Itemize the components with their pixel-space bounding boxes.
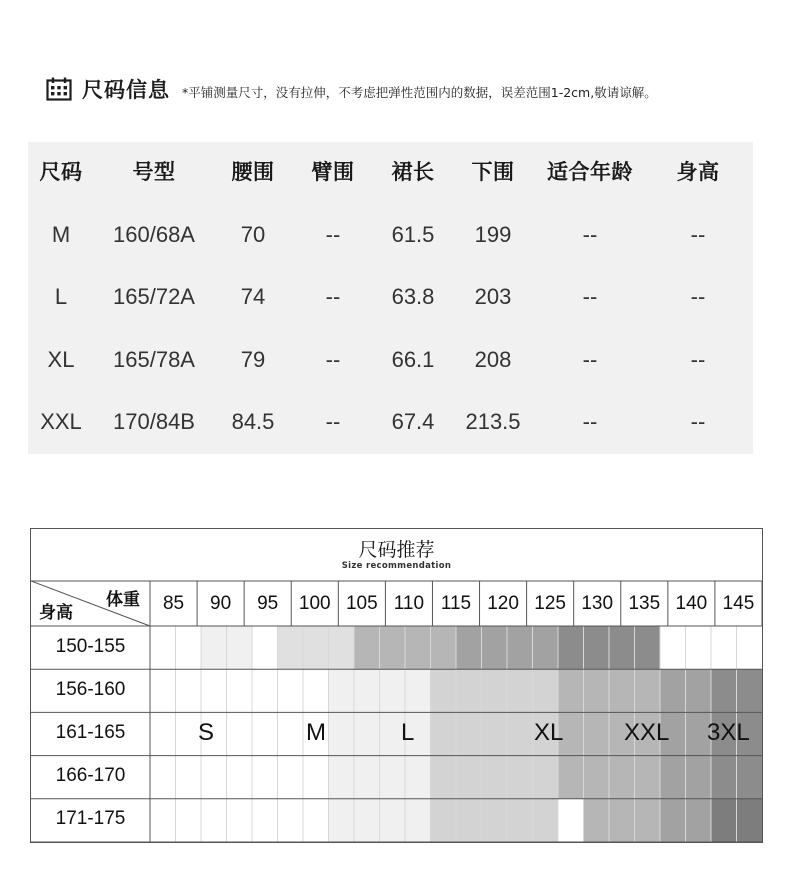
grid-cell — [329, 799, 355, 842]
grid-cell — [711, 626, 737, 670]
grid-cell — [609, 756, 635, 800]
grid-cell — [711, 756, 737, 800]
grid-cell — [354, 712, 380, 756]
grid-cell — [431, 626, 457, 670]
grid-cell — [150, 669, 176, 713]
grid-cell — [252, 712, 278, 756]
grid-cell — [150, 626, 176, 670]
grid-cell — [686, 626, 712, 670]
table-cell: 66.1 — [391, 347, 435, 372]
grid-cell — [737, 799, 763, 842]
recommendation-grid — [31, 529, 762, 842]
grid-cell — [431, 669, 457, 713]
grid-cell — [252, 626, 278, 670]
grid-cell — [558, 669, 584, 713]
grid-cell — [507, 669, 533, 713]
grid-cell — [278, 712, 304, 756]
grid-cell — [456, 799, 482, 842]
column-header: 尺码 — [39, 160, 83, 184]
table-row — [28, 402, 753, 442]
grid-cell — [533, 756, 559, 800]
recommendation-title: 尺码推荐 — [358, 539, 435, 561]
grid-cell — [252, 756, 278, 800]
weight-header: 140 — [675, 593, 708, 614]
table-cell: 63.8 — [391, 284, 435, 309]
weight-header: 100 — [298, 593, 331, 614]
table-cell: 84.5 — [231, 409, 275, 434]
table-cell: 79 — [240, 347, 266, 372]
table-cell: 70 — [240, 222, 266, 247]
grid-cell — [303, 626, 329, 670]
table-row — [28, 215, 753, 255]
grid-cell — [431, 756, 457, 800]
grid-cell — [176, 669, 202, 713]
table-cell: -- — [325, 222, 341, 247]
table-cell: -- — [325, 284, 341, 309]
grid-cell — [533, 626, 559, 670]
size-recommendation-chart — [30, 528, 763, 843]
grid-cell — [737, 626, 763, 670]
grid-cell — [431, 799, 457, 842]
table-cell: XL — [47, 347, 75, 372]
grid-cell — [150, 799, 176, 842]
weight-header: 135 — [628, 593, 661, 614]
grid-cell — [711, 799, 737, 842]
grid-cell — [584, 756, 610, 800]
grid-cell — [558, 799, 584, 842]
grid-cell — [711, 669, 737, 713]
grid-cell — [201, 626, 227, 670]
table-cell: -- — [690, 284, 706, 309]
height-header: 161-165 — [55, 722, 126, 743]
column-header: 适合年龄 — [547, 160, 633, 184]
table-cell: 165/78A — [113, 347, 195, 372]
table-cell: 67.4 — [391, 409, 435, 434]
column-header: 臂围 — [311, 160, 355, 184]
table-cell: 61.5 — [391, 222, 435, 247]
grid-cell — [405, 756, 431, 800]
grid-cell — [227, 669, 253, 713]
grid-cell — [660, 799, 686, 842]
size-band-label: M — [306, 719, 326, 746]
grid-cell — [201, 669, 227, 713]
recommendation-subtitle: Size recommendation — [341, 561, 452, 571]
grid-cell — [660, 756, 686, 800]
table-cell: -- — [582, 347, 598, 372]
size-band-label: XL — [534, 719, 564, 746]
table-cell: -- — [690, 409, 706, 434]
measurement-note: *平铺测量尺寸，没有拉伸，不考虑把弹性范围内的数据，误差范围1-2cm,敬请谅解。 — [182, 85, 657, 100]
column-header: 腰围 — [231, 160, 275, 184]
grid-cell — [176, 756, 202, 800]
grid-cell — [303, 669, 329, 713]
table-cell: -- — [690, 347, 706, 372]
grid-cell — [507, 712, 533, 756]
weight-header: 130 — [581, 593, 614, 614]
grid-cell — [329, 669, 355, 713]
grid-cell — [354, 756, 380, 800]
height-header: 150-155 — [55, 635, 126, 657]
size-table — [28, 142, 753, 454]
grid-cell — [278, 756, 304, 800]
table-cell: 199 — [474, 222, 512, 247]
height-header: 171-175 — [55, 808, 126, 830]
table-cell: -- — [582, 284, 598, 309]
column-header: 号型 — [132, 160, 176, 184]
grid-cell — [227, 626, 253, 670]
size-band-label: XXL — [624, 719, 670, 746]
grid-cell — [584, 626, 610, 670]
table-row — [28, 277, 753, 317]
grid-cell — [278, 626, 304, 670]
grid-cell — [303, 799, 329, 842]
grid-cell — [558, 626, 584, 670]
weight-header: 95 — [257, 593, 279, 614]
grid-cell — [482, 626, 508, 670]
grid-cell — [686, 669, 712, 713]
weight-header: 145 — [722, 593, 755, 614]
grid-cell — [635, 756, 661, 800]
grid-cell — [405, 669, 431, 713]
grid-cell — [227, 712, 253, 756]
weight-header: 90 — [210, 593, 232, 614]
grid-cell — [507, 626, 533, 670]
calendar-icon — [46, 77, 72, 101]
grid-cell — [329, 712, 355, 756]
table-cell: 170/84B — [113, 409, 195, 434]
grid-cell — [660, 669, 686, 713]
grid-cell — [558, 756, 584, 800]
grid-cell — [482, 756, 508, 800]
weight-header: 110 — [393, 593, 425, 614]
grid-cell — [150, 712, 176, 756]
grid-cell — [354, 799, 380, 842]
grid-cell — [176, 799, 202, 842]
grid-cell — [329, 626, 355, 670]
grid-cell — [686, 756, 712, 800]
grid-cell — [380, 756, 406, 800]
weight-header: 115 — [440, 593, 472, 614]
table-cell: 160/68A — [113, 222, 195, 247]
grid-cell — [737, 756, 763, 800]
grid-cell — [201, 756, 227, 800]
corner-height-label: 身高 — [39, 603, 73, 623]
grid-cell — [686, 799, 712, 842]
grid-cell — [176, 626, 202, 670]
grid-cell — [584, 799, 610, 842]
grid-cell — [405, 799, 431, 842]
table-row — [28, 340, 753, 380]
grid-cell — [380, 799, 406, 842]
column-header: 身高 — [676, 160, 720, 184]
grid-cell — [635, 669, 661, 713]
height-header: 166-170 — [55, 765, 126, 787]
weight-header: 85 — [162, 593, 185, 614]
grid-cell — [609, 669, 635, 713]
size-band-label: L — [401, 719, 415, 746]
section-header — [46, 74, 657, 104]
height-header: 156-160 — [55, 678, 126, 700]
grid-cell — [278, 669, 304, 713]
grid-cell — [380, 669, 406, 713]
weight-header: 120 — [487, 593, 519, 614]
grid-cell — [329, 756, 355, 800]
grid-cell — [354, 669, 380, 713]
grid-cell — [609, 626, 635, 670]
grid-cell — [533, 669, 559, 713]
table-cell: M — [51, 222, 71, 247]
column-header: 裙长 — [391, 160, 435, 184]
grid-cell — [482, 712, 508, 756]
grid-cell — [456, 626, 482, 670]
grid-cell — [354, 626, 380, 670]
grid-cell — [456, 712, 482, 756]
table-cell: -- — [582, 222, 598, 247]
grid-cell — [482, 669, 508, 713]
grid-cell — [456, 669, 482, 713]
grid-cell — [227, 756, 253, 800]
grid-cell — [533, 799, 559, 842]
table-cell: -- — [582, 409, 598, 434]
grid-cell — [584, 669, 610, 713]
grid-cell — [150, 756, 176, 800]
grid-cell — [278, 799, 304, 842]
grid-cell — [609, 799, 635, 842]
size-band-label: S — [198, 719, 215, 746]
grid-cell — [635, 799, 661, 842]
grid-cell — [405, 626, 431, 670]
grid-cell — [507, 799, 533, 842]
table-cell: -- — [325, 347, 341, 372]
size-band-label: 3XL — [707, 719, 750, 746]
grid-cell — [737, 669, 763, 713]
grid-cell — [507, 756, 533, 800]
grid-cell — [380, 626, 406, 670]
grid-cell — [660, 626, 686, 670]
size-table-header — [28, 152, 753, 192]
corner-weight-label: 体重 — [106, 590, 140, 610]
grid-cell — [635, 626, 661, 670]
weight-header: 125 — [534, 593, 566, 614]
grid-cell — [252, 669, 278, 713]
table-cell: XXL — [40, 409, 82, 434]
table-cell: 203 — [474, 284, 512, 309]
table-cell: 213.5 — [465, 409, 521, 434]
table-cell: 74 — [240, 284, 266, 309]
weight-header: 105 — [345, 593, 378, 614]
grid-cell — [431, 712, 457, 756]
table-cell: 208 — [474, 347, 512, 372]
section-title: 尺码信息 — [82, 78, 170, 102]
column-header: 下围 — [471, 160, 515, 184]
grid-cell — [303, 756, 329, 800]
grid-cell — [456, 756, 482, 800]
table-cell: -- — [690, 222, 706, 247]
table-cell: -- — [325, 409, 341, 434]
grid-cell — [227, 799, 253, 842]
grid-cell — [252, 799, 278, 842]
grid-cell — [482, 799, 508, 842]
table-cell: L — [54, 284, 68, 309]
table-cell: 165/72A — [113, 284, 195, 309]
grid-cell — [584, 712, 610, 756]
grid-cell — [201, 799, 227, 842]
